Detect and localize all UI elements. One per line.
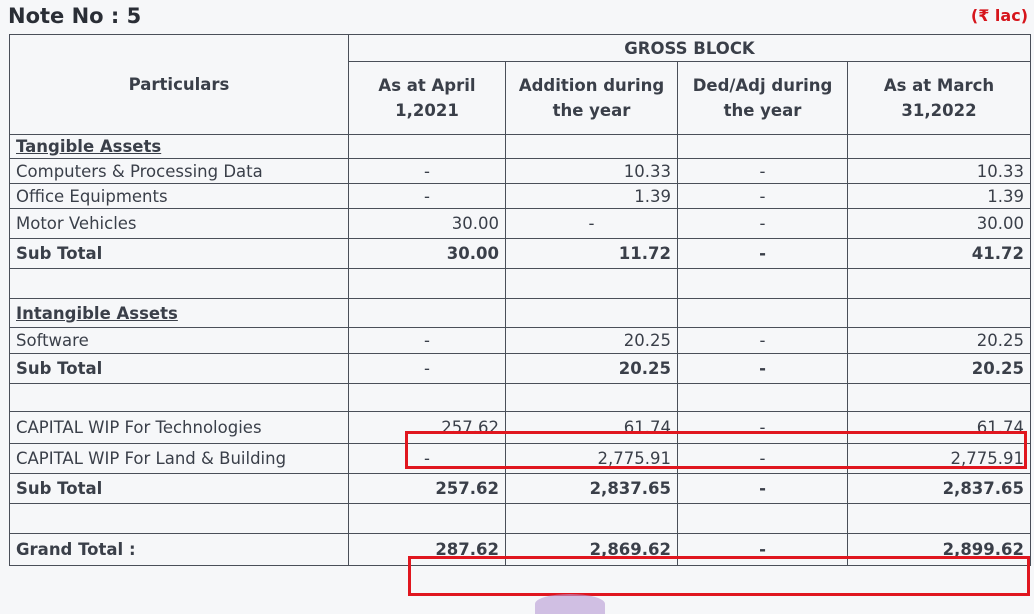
cell-c1: 257.62 <box>349 412 506 444</box>
table-row <box>10 384 1031 412</box>
cell-c3 <box>678 504 848 534</box>
cell-c4 <box>848 269 1031 299</box>
stamp-mark <box>535 594 605 614</box>
row-label: Sub Total <box>10 474 349 504</box>
row-label: Sub Total <box>10 239 349 269</box>
cell-c2 <box>506 269 678 299</box>
cell-c3: - <box>678 239 848 269</box>
cell-c4: 20.25 <box>848 354 1031 384</box>
cell-c4: 20.25 <box>848 328 1031 354</box>
col-header-april-2021: As at April 1,2021 <box>349 62 506 135</box>
cell-c4: 61.74 <box>848 412 1031 444</box>
cell-c1: - <box>349 184 506 209</box>
cell-c2 <box>506 504 678 534</box>
cell-c2 <box>506 135 678 159</box>
cell-c1: 287.62 <box>349 534 506 566</box>
cell-c2: 2,837.65 <box>506 474 678 504</box>
col-header-march-2022: As at March 31,2022 <box>848 62 1031 135</box>
cell-c2: 10.33 <box>506 159 678 184</box>
row-label: Intangible Assets <box>10 299 349 328</box>
row-label: Computers & Processing Data <box>10 159 349 184</box>
cell-c3: - <box>678 184 848 209</box>
cell-c1: 257.62 <box>349 474 506 504</box>
col-header-ded-adj: Ded/Adj during the year <box>678 62 848 135</box>
row-label: Office Equipments <box>10 184 349 209</box>
row-label: Software <box>10 328 349 354</box>
cell-c2: 11.72 <box>506 239 678 269</box>
cell-c3: - <box>678 534 848 566</box>
row-label <box>10 269 349 299</box>
cell-c4 <box>848 504 1031 534</box>
table-row <box>10 474 1031 504</box>
cell-c3: - <box>678 474 848 504</box>
table-row <box>10 299 1031 328</box>
cell-c1: 30.00 <box>349 239 506 269</box>
cell-c4: 2,775.91 <box>848 444 1031 474</box>
cell-c1: - <box>349 444 506 474</box>
cell-c1 <box>349 269 506 299</box>
cell-c2 <box>506 299 678 328</box>
row-label <box>10 384 349 412</box>
cell-c3 <box>678 384 848 412</box>
col-header-addition: Addition during the year <box>506 62 678 135</box>
cell-c1: 30.00 <box>349 209 506 239</box>
currency-unit: (₹ lac) <box>970 6 1028 25</box>
cell-c3 <box>678 299 848 328</box>
cell-c2: 1.39 <box>506 184 678 209</box>
table-row <box>10 269 1031 299</box>
cell-c4: 2,837.65 <box>848 474 1031 504</box>
cell-c4: 41.72 <box>848 239 1031 269</box>
cell-c4: 2,899.62 <box>848 534 1031 566</box>
cell-c4 <box>848 135 1031 159</box>
cell-c1: - <box>349 159 506 184</box>
cell-c4: 1.39 <box>848 184 1031 209</box>
cell-c3: - <box>678 328 848 354</box>
cell-c3: - <box>678 412 848 444</box>
cell-c2: - <box>506 209 678 239</box>
cell-c3 <box>678 269 848 299</box>
table-row <box>10 354 1031 384</box>
cell-c4 <box>848 299 1031 328</box>
cell-c3 <box>678 135 848 159</box>
table-row <box>10 412 1031 444</box>
table-row <box>10 534 1031 566</box>
cell-c3: - <box>678 159 848 184</box>
note-title: Note No : 5 <box>8 4 142 28</box>
cell-c3: - <box>678 444 848 474</box>
table-body <box>10 135 1031 566</box>
cell-c2 <box>506 384 678 412</box>
table-row <box>10 504 1031 534</box>
row-label <box>10 504 349 534</box>
row-label: Sub Total <box>10 354 349 384</box>
table-row <box>10 444 1031 474</box>
row-label: Tangible Assets <box>10 135 349 159</box>
cell-c4 <box>848 384 1031 412</box>
cell-c1: - <box>349 354 506 384</box>
cell-c1 <box>349 299 506 328</box>
cell-c1 <box>349 504 506 534</box>
cell-c4: 30.00 <box>848 209 1031 239</box>
cell-c1 <box>349 135 506 159</box>
cell-c2: 20.25 <box>506 354 678 384</box>
row-label: Grand Total : <box>10 534 349 566</box>
particulars-header: Particulars <box>10 35 349 135</box>
cell-c2: 20.25 <box>506 328 678 354</box>
cell-c3: - <box>678 209 848 239</box>
cell-c4: 10.33 <box>848 159 1031 184</box>
table-row <box>10 209 1031 239</box>
row-label: CAPITAL WIP For Land & Building <box>10 444 349 474</box>
cell-c2: 2,869.62 <box>506 534 678 566</box>
gross-block-header: GROSS BLOCK <box>349 35 1031 62</box>
gross-block-table <box>9 34 1031 566</box>
row-label: Motor Vehicles <box>10 209 349 239</box>
cell-c3: - <box>678 354 848 384</box>
cell-c1 <box>349 384 506 412</box>
table-row <box>10 184 1031 209</box>
cell-c2: 61.74 <box>506 412 678 444</box>
table-row <box>10 135 1031 159</box>
table-row <box>10 239 1031 269</box>
cell-c2: 2,775.91 <box>506 444 678 474</box>
cell-c1: - <box>349 328 506 354</box>
table-row <box>10 159 1031 184</box>
table-row <box>10 328 1031 354</box>
row-label: CAPITAL WIP For Technologies <box>10 412 349 444</box>
